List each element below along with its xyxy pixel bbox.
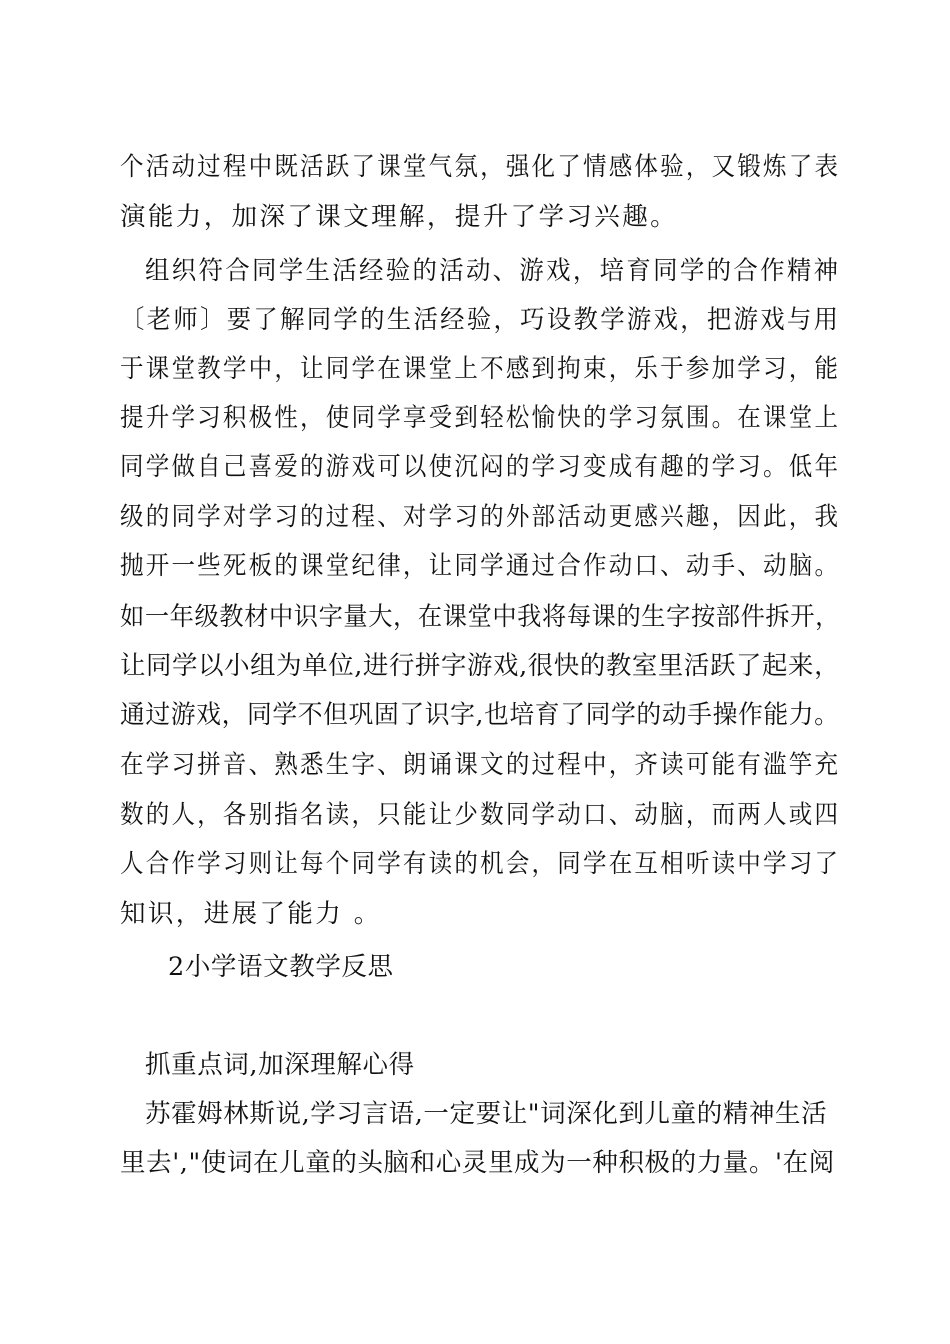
section-title: 2小学语文教学反思 [168, 952, 394, 982]
body-text-line: 如一年级教材中识字量大，在课堂中我将每课的生字按部件拆开， [120, 602, 840, 632]
subheading-activities: 组织符合同学生活经验的活动、游戏，培育同学的合作精神 [145, 256, 841, 286]
body-text-line: 让同学以小组为单位,进行拼字游戏,很快的教室里活跃了起来， [120, 651, 841, 681]
body-text-line: 抛开一些死板的课堂纪律，让同学通过合作动口、动手、动脑。 [120, 551, 841, 581]
body-text-line: 级的同学对学习的过程、对学习的外部活动更感兴趣，因此，我 [120, 502, 841, 532]
body-text-line: 于课堂教学中，让同学在课堂上不感到拘束，乐于参加学习，能 [120, 354, 841, 384]
body-text-line: 在学习拼音、熟悉生字、朗诵课文的过程中，齐读可能有滥竽充 [120, 750, 841, 780]
body-text-line: 同学做自己喜爱的游戏可以使沉闷的学习变成有趣的学习。低年 [120, 452, 841, 482]
body-text-line: 数的人，各别指名读，只能让少数同学动口、动脑，而两人或四 [120, 800, 841, 830]
body-text-line: 演能力，加深了课文理解，提升了学习兴趣。 [120, 202, 679, 232]
body-text-line: 苏霍姆林斯说,学习言语,一定要让"词深化到儿童的精神生活 [145, 1099, 828, 1129]
body-text-line: 人合作学习则让每个同学有读的机会，同学在互相听读中学习了 [120, 849, 841, 879]
body-text-line: 〔老师〕要了解同学的生活经验，巧设教学游戏，把游戏与用 [120, 305, 841, 335]
subheading-key-words: 抓重点词,加深理解心得 [145, 1050, 415, 1080]
body-text-line: 知识，进展了能力 。 [120, 899, 382, 929]
body-text-line: 个活动过程中既活跃了课堂气氛，强化了情感体验，又锻炼了表 [120, 152, 841, 182]
body-text-line: 里去',"使词在儿童的头脑和心灵里成为一种积极的力量。'在阅 [120, 1148, 835, 1178]
body-text-line: 通过游戏，同学不但巩固了识字,也培育了同学的动手操作能力。 [120, 700, 840, 730]
body-text-line: 提升学习积极性，使同学享受到轻松愉快的学习氛围。在课堂上 [120, 403, 841, 433]
